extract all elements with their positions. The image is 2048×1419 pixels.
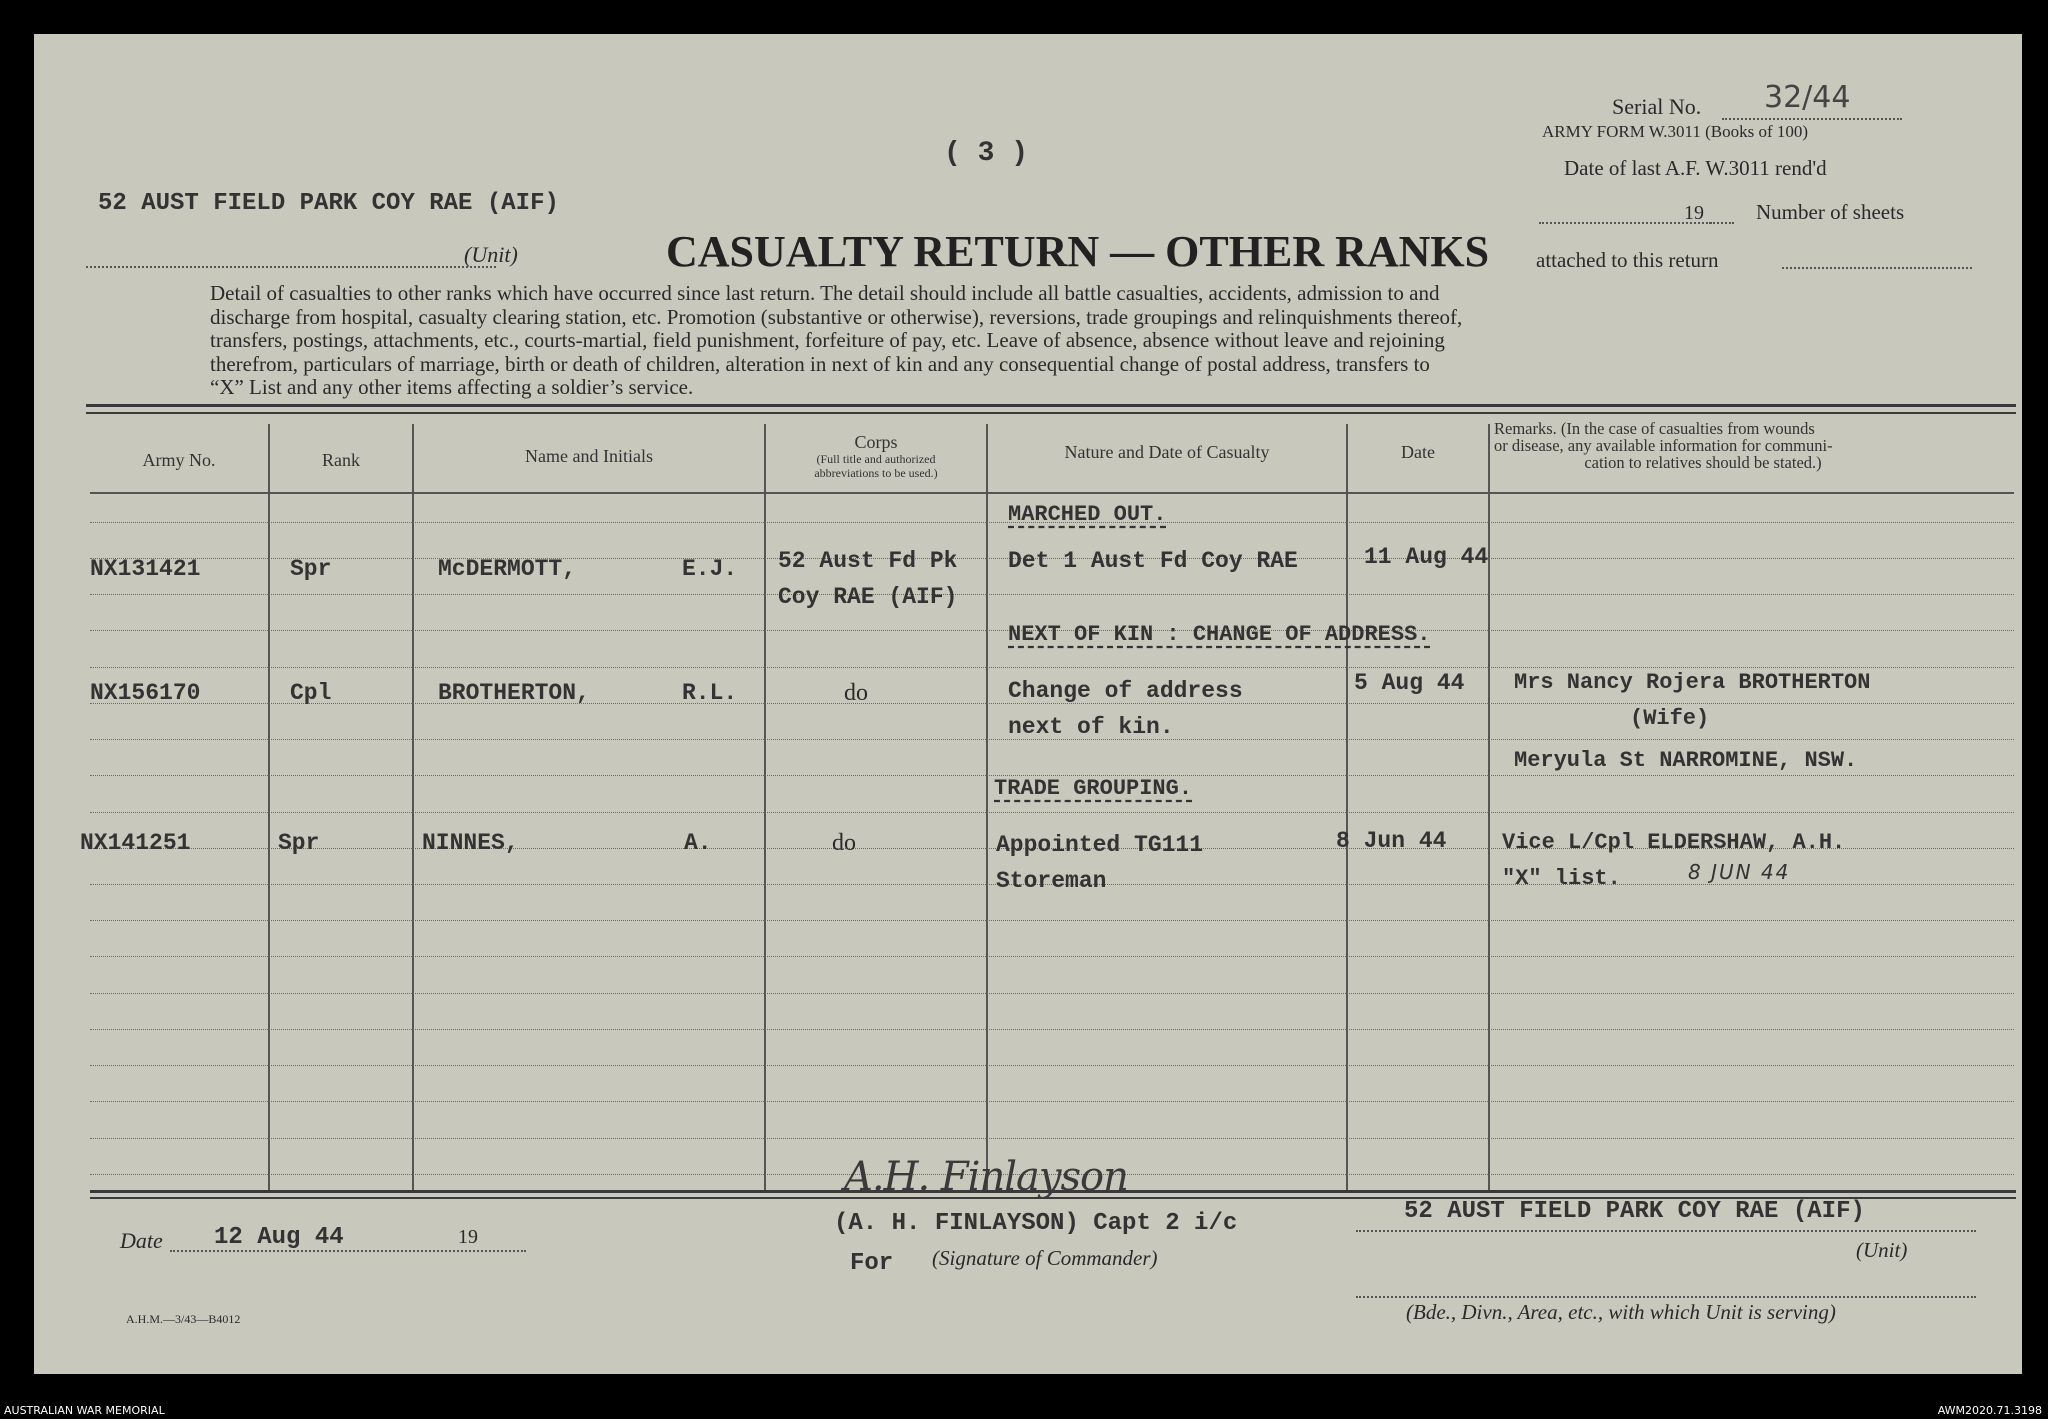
page-title: CASUALTY RETURN — OTHER RANKS <box>666 227 1490 276</box>
row-rule <box>90 1101 2014 1102</box>
print-code: A.H.M.—3/43—B4012 <box>126 1312 241 1326</box>
surname: McDERMOTT, <box>438 556 577 582</box>
column-header-corps-note: (Full title and authorized <box>816 452 936 466</box>
row-rule <box>90 1065 2014 1066</box>
unit-value: 52 AUST FIELD PARK COY RAE (AIF) <box>98 190 559 217</box>
column-header-army-no: Army No. <box>142 450 216 470</box>
unit-label: (Unit) <box>464 242 518 267</box>
initials: E.J. <box>682 556 738 582</box>
commander-signature: A.H. Finlayson <box>844 1154 1128 1200</box>
date-label: Date <box>120 1228 163 1253</box>
column-divider <box>986 424 988 1190</box>
table-top-rule-thin <box>86 412 2016 414</box>
institution-label: AUSTRALIAN WAR MEMORIAL <box>4 1404 165 1417</box>
instructions-line: discharge from hospital, casualty clearing station, etc. Promotion (substantive or otherwise), reversions, trade groupings and relinquishments thereof, <box>210 304 1463 329</box>
nature: Det 1 Aust Fd Coy RAE <box>1008 548 1298 574</box>
remarks-header-line: or disease, any available information for communi- <box>1494 436 1833 455</box>
year-prefix-top: 19 <box>1684 202 1704 224</box>
instructions-line: therefrom, particulars of marriage, birth or death of children, alteration in next of kin and any consequential change of postal address, transfers to <box>210 351 1430 376</box>
serving-dotted-line <box>1356 1296 1976 1298</box>
section-heading: MARCHED OUT. <box>1008 502 1167 527</box>
section-heading: TRADE GROUPING. <box>994 776 1193 801</box>
rank: Spr <box>290 556 332 582</box>
signatory-name: (A. H. FINLAYSON) Capt 2 i/c <box>834 1210 1238 1237</box>
army-form-label: ARMY FORM W.3011 (Books of 100) <box>1542 122 1809 141</box>
attached-dotted-line <box>1782 267 1972 269</box>
remarks-handwritten-date: 8 JUN 44 <box>1688 860 1791 884</box>
nature: next of kin. <box>1008 714 1174 740</box>
rank: Cpl <box>290 680 332 706</box>
nature: Appointed TG111 <box>996 832 1204 858</box>
surname: NINNES, <box>422 830 519 856</box>
column-header-nature: Nature and Date of Casualty <box>1064 442 1270 462</box>
remarks: Vice L/Cpl ELDERSHAW, A.H. <box>1502 830 1846 855</box>
unit-dotted-line <box>86 266 496 268</box>
instructions-line: “X” List and any other items affecting a soldier’s service. <box>210 375 694 399</box>
entry-date: 8 Jun 44 <box>1336 828 1447 854</box>
nature: Change of address <box>1008 678 1243 704</box>
instructions-line: Detail of casualties to other ranks which have occurred since last return. The detail should include all battle casualties, accidents, admission to and <box>210 281 1440 305</box>
corps: do <box>844 680 868 706</box>
section-heading: NEXT OF KIN : CHANGE OF ADDRESS. <box>1008 622 1431 647</box>
column-header-name: Name and Initials <box>525 446 653 466</box>
remarks: Meryula St NARROMINE, NSW. <box>1514 748 1858 773</box>
column-divider <box>1346 424 1348 1190</box>
rank: Spr <box>278 830 320 856</box>
date-value: 12 Aug 44 <box>214 1224 344 1251</box>
column-divider <box>268 424 270 1190</box>
signature-caption: (Signature of Commander) <box>932 1246 1158 1270</box>
corps: 52 Aust Fd Pk <box>778 548 958 574</box>
entry-date: 11 Aug 44 <box>1364 544 1489 570</box>
column-header-corps-note: abbreviations to be used.) <box>814 466 938 480</box>
remarks-header-line: cation to relatives should be stated.) <box>1584 453 1822 472</box>
nature: Storeman <box>996 868 1107 894</box>
attached-label: attached to this return <box>1536 248 1719 272</box>
year-dotted-line <box>1706 222 1734 224</box>
column-divider <box>764 424 766 1190</box>
unit-value-bottom: 52 AUST FIELD PARK COY RAE (AIF) <box>1404 1198 1865 1225</box>
table-top-rule <box>86 404 2016 407</box>
remarks-header-line: Remarks. (In the case of casualties from wounds <box>1494 419 1815 438</box>
column-divider <box>412 424 414 1190</box>
accession-number: AWM2020.71.3198 <box>1937 1404 2042 1417</box>
column-header-remarks <box>1494 420 2012 471</box>
column-header-rank: Rank <box>322 450 360 470</box>
instructions-line: transfers, postings, attachments, etc., courts-martial, field punishment, forfeiture of pay, etc. Leave of absence, absence without leave and rejoining <box>210 328 1445 352</box>
last-form-label: Date of last A.F. W.3011 rend'd <box>1564 156 1827 180</box>
row-rule <box>90 956 2014 957</box>
instructions <box>210 282 1900 400</box>
serial-label: Serial No. <box>1612 94 1702 119</box>
army-no: NX156170 <box>90 680 201 706</box>
column-divider <box>1488 424 1490 1190</box>
row-rule <box>90 1029 2014 1030</box>
row-rule <box>90 594 2014 595</box>
remarks: (Wife) <box>1630 706 1710 731</box>
number-of-sheets-label: Number of sheets <box>1756 200 1905 224</box>
year-prefix-bottom: 19 <box>458 1226 478 1248</box>
column-header-date: Date <box>1401 442 1435 462</box>
row-rule <box>90 920 2014 921</box>
row-rule <box>90 812 2014 813</box>
serving-label: (Bde., Divn., Area, etc., with which Unit is serving) <box>1406 1300 1836 1324</box>
page-number: ( 3 ) <box>944 138 1029 169</box>
form-paper <box>34 34 2022 1374</box>
serial-value: 32/44 <box>1764 80 1851 115</box>
remarks: "X" list. <box>1502 866 1621 891</box>
army-no: NX131421 <box>90 556 201 582</box>
entry-date: 5 Aug 44 <box>1354 670 1465 696</box>
initials: A. <box>684 830 712 856</box>
corps: do <box>832 830 856 856</box>
initials: R.L. <box>682 680 738 706</box>
header-bottom-rule <box>90 492 2014 494</box>
unit-label-bottom: (Unit) <box>1856 1238 1908 1262</box>
army-no: NX141251 <box>80 830 191 856</box>
column-header-corps: Corps <box>854 432 898 452</box>
row-rule <box>90 1138 2014 1139</box>
surname: BROTHERTON, <box>438 680 590 706</box>
row-rule <box>90 667 2014 668</box>
remarks: Mrs Nancy Rojera BROTHERTON <box>1514 670 1871 695</box>
row-rule <box>90 993 2014 994</box>
for-label: For <box>850 1250 894 1277</box>
serial-dotted-line <box>1722 118 1902 120</box>
corps: Coy RAE (AIF) <box>778 584 958 610</box>
unit-bottom-dotted-line <box>1356 1230 1976 1232</box>
